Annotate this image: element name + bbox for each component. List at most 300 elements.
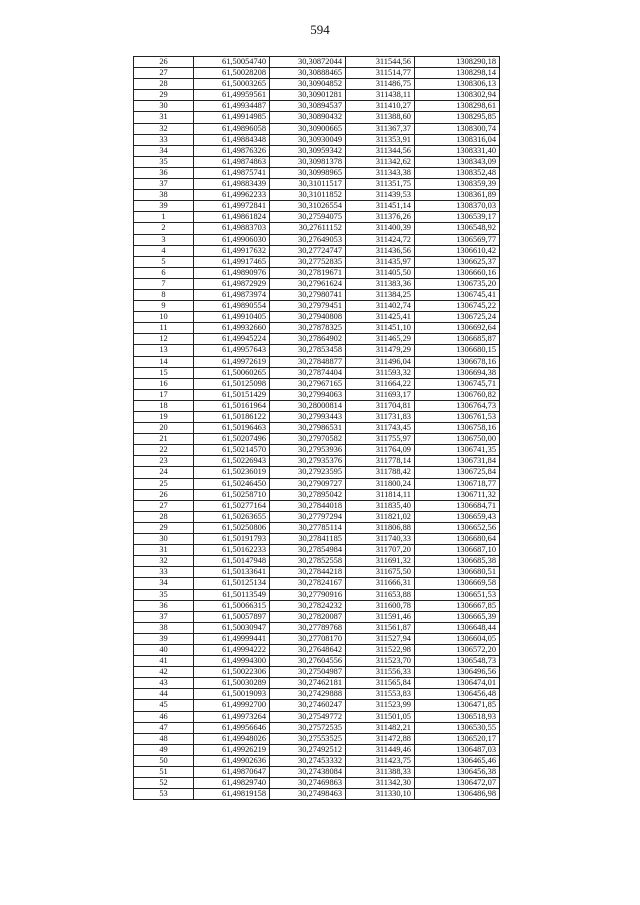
table-cell: 28 [134,79,194,90]
table-cell: 61,49896058 [194,123,270,134]
table-cell: 1306680,64 [415,534,500,545]
table-cell: 311342,30 [346,778,415,789]
table-cell: 21 [134,434,194,445]
table-row [134,767,500,778]
table-cell: 61,50263655 [194,511,270,522]
table-cell: 47 [134,722,194,733]
table-cell: 61,49890976 [194,267,270,278]
table-cell: 61,50250806 [194,522,270,533]
table-cell: 1306680,51 [415,567,500,578]
table-cell: 30,27819671 [270,267,346,278]
table-cell: 38 [134,190,194,201]
table-cell: 1306472,07 [415,778,500,789]
table-cell: 30,27874404 [270,367,346,378]
table-cell: 49 [134,744,194,755]
table-cell: 61,49873974 [194,289,270,300]
table-cell: 30,27649053 [270,234,346,245]
table-cell: 16 [134,378,194,389]
table-row [134,68,500,79]
table-cell: 30 [134,101,194,112]
table-cell: 1308295,85 [415,112,500,123]
table-cell: 30,27724747 [270,245,346,256]
table-row [134,622,500,633]
table-cell: 34 [134,578,194,589]
table-cell: 24 [134,467,194,478]
table-cell: 1306456,38 [415,767,500,778]
table-cell: 52 [134,778,194,789]
table-cell: 311821,02 [346,511,415,522]
table-cell: 30,27789768 [270,622,346,633]
table-cell: 61,50133641 [194,567,270,578]
table-cell: 30,30901281 [270,90,346,101]
table-cell: 4 [134,245,194,256]
table-cell: 311330,10 [346,789,415,800]
table-cell: 61,50246450 [194,478,270,489]
table-cell: 40 [134,644,194,655]
table-cell: 311707,20 [346,545,415,556]
table-cell: 311835,40 [346,500,415,511]
table-cell: 61,50147948 [194,556,270,567]
table-row [134,301,500,312]
table-cell: 30,27895042 [270,489,346,500]
table-cell: 30,27844218 [270,567,346,578]
table-cell: 311439,53 [346,190,415,201]
table-cell: 311565,84 [346,678,415,689]
table-cell: 25 [134,478,194,489]
table-cell: 311482,21 [346,722,415,733]
table-cell: 1308302,94 [415,90,500,101]
table-row [134,223,500,234]
table-row [134,423,500,434]
table-row [134,667,500,678]
table-cell: 23 [134,456,194,467]
table-cell: 61,49875741 [194,167,270,178]
table-cell: 30,30930049 [270,134,346,145]
table-cell: 61,49994300 [194,656,270,667]
table-row [134,611,500,622]
table-cell: 61,50125098 [194,378,270,389]
table-cell: 1308306,13 [415,79,500,90]
table-cell: 31 [134,545,194,556]
table-cell: 30,31011852 [270,190,346,201]
table-cell: 1306625,37 [415,256,500,267]
table-cell: 61,50003265 [194,79,270,90]
table-cell: 61,49957643 [194,345,270,356]
table-cell: 61,49874863 [194,156,270,167]
table-cell: 30,31011517 [270,179,346,190]
table-cell: 61,49890554 [194,301,270,312]
table-cell: 36 [134,167,194,178]
table-cell: 311479,29 [346,345,415,356]
table-cell: 34 [134,145,194,156]
table-cell: 30,27498463 [270,789,346,800]
table-cell: 30,30900665 [270,123,346,134]
table-cell: 30,27824232 [270,600,346,611]
table-cell: 1306678,16 [415,356,500,367]
table-cell: 311675,50 [346,567,415,578]
table-cell: 311522,98 [346,644,415,655]
table-row [134,57,500,68]
table-cell: 1306680,15 [415,345,500,356]
table-cell: 311740,33 [346,534,415,545]
table-cell: 61,50030289 [194,678,270,689]
table-cell: 61,50057897 [194,611,270,622]
table-row [134,578,500,589]
table-cell: 61,50060265 [194,367,270,378]
table-cell: 1306610,42 [415,245,500,256]
table-row [134,744,500,755]
table-cell: 30,27820087 [270,611,346,622]
table-cell: 11 [134,323,194,334]
table-row [134,167,500,178]
table-cell: 1308343,09 [415,156,500,167]
table-cell: 1306685,87 [415,334,500,345]
table-cell: 311384,25 [346,289,415,300]
table-cell: 30,27453332 [270,755,346,766]
table-row [134,633,500,644]
table-cell: 61,50186122 [194,412,270,423]
table-cell: 3 [134,234,194,245]
table-cell: 1306685,38 [415,556,500,567]
table-cell: 1308300,74 [415,123,500,134]
table-cell: 311591,46 [346,611,415,622]
table-row [134,500,500,511]
table-row [134,489,500,500]
table-cell: 1306569,77 [415,234,500,245]
table-cell: 1308316,04 [415,134,500,145]
table-cell: 1306684,71 [415,500,500,511]
table-row [134,334,500,345]
table-row [134,112,500,123]
table-cell: 311556,33 [346,667,415,678]
table-cell: 1306539,17 [415,212,500,223]
table-cell: 311653,88 [346,589,415,600]
table-row [134,179,500,190]
table-cell: 311351,75 [346,179,415,190]
table-cell: 30,27953936 [270,445,346,456]
table-cell: 61,49870647 [194,767,270,778]
table-cell: 61,49956646 [194,722,270,733]
table-cell: 30,27611152 [270,223,346,234]
table-row [134,356,500,367]
table-cell: 1306496,56 [415,667,500,678]
table-cell: 61,49972619 [194,356,270,367]
table-cell: 46 [134,711,194,722]
table-cell: 61,49883439 [194,179,270,190]
table-cell: 43 [134,678,194,689]
table-cell: 61,50125134 [194,578,270,589]
table-cell: 311800,24 [346,478,415,489]
table-cell: 26 [134,489,194,500]
table-cell: 311410,27 [346,101,415,112]
table-row [134,278,500,289]
table-cell: 41 [134,656,194,667]
table-row [134,101,500,112]
table-cell: 30,30890432 [270,112,346,123]
table-cell: 30,27993443 [270,412,346,423]
table-row [134,678,500,689]
table-cell: 61,49932660 [194,323,270,334]
table-cell: 30,27708170 [270,633,346,644]
table-cell: 311486,75 [346,79,415,90]
table-cell: 61,49994222 [194,644,270,655]
table-cell: 30,27438084 [270,767,346,778]
table-cell: 30,27648642 [270,644,346,655]
table-cell: 1306745,71 [415,378,500,389]
table-cell: 61,49948026 [194,733,270,744]
table-cell: 61,50196463 [194,423,270,434]
table-row [134,234,500,245]
table-row [134,522,500,533]
table-row [134,79,500,90]
table-cell: 311600,78 [346,600,415,611]
table-cell: 61,50019093 [194,689,270,700]
table-cell: 61,49972841 [194,201,270,212]
table-cell: 311388,33 [346,767,415,778]
table-cell: 61,50066315 [194,600,270,611]
table-cell: 30,27864902 [270,334,346,345]
table-cell: 30,27790916 [270,589,346,600]
table-cell: 311472,88 [346,733,415,744]
table-row [134,445,500,456]
table-row [134,156,500,167]
table-cell: 61,50226943 [194,456,270,467]
table-cell: 1306760,82 [415,389,500,400]
table-cell: 30,27504987 [270,667,346,678]
table-cell: 1306548,92 [415,223,500,234]
table-cell: 1306669,58 [415,578,500,589]
table-cell: 311376,26 [346,212,415,223]
table-cell: 1306694,38 [415,367,500,378]
table-cell: 61,49934487 [194,101,270,112]
table-cell: 30,27961624 [270,278,346,289]
table-cell: 61,50113549 [194,589,270,600]
table-cell: 30,31026554 [270,201,346,212]
table-row [134,134,500,145]
table-cell: 30,27878325 [270,323,346,334]
table-cell: 1306652,56 [415,522,500,533]
table-cell: 61,49962233 [194,190,270,201]
table-cell: 61,50258710 [194,489,270,500]
table-cell: 30,27979451 [270,301,346,312]
table-cell: 311743,45 [346,423,415,434]
table-cell: 30,30872044 [270,57,346,68]
table-cell: 12 [134,334,194,345]
table-cell: 27 [134,500,194,511]
table-row [134,245,500,256]
table-cell: 31 [134,112,194,123]
table-cell: 61,50161964 [194,400,270,411]
table-cell: 311344,56 [346,145,415,156]
table-cell: 30,27553525 [270,733,346,744]
table-cell: 14 [134,356,194,367]
table-cell: 1306764,73 [415,400,500,411]
table-row [134,567,500,578]
table-cell: 30,30981378 [270,156,346,167]
table-cell: 30,30888465 [270,68,346,79]
table-cell: 30,27994063 [270,389,346,400]
table-row [134,323,500,334]
table-cell: 311435,97 [346,256,415,267]
table-cell: 1306660,16 [415,267,500,278]
table-cell: 311501,05 [346,711,415,722]
table-cell: 1306665,39 [415,611,500,622]
table-cell: 61,50236019 [194,467,270,478]
table-row [134,711,500,722]
table-row [134,556,500,567]
table-cell: 51 [134,767,194,778]
table-row [134,656,500,667]
table-cell: 37 [134,611,194,622]
table-row [134,256,500,267]
table-cell: 311523,99 [346,700,415,711]
table-cell: 27 [134,68,194,79]
table-row [134,600,500,611]
table-cell: 61,49999441 [194,633,270,644]
table-cell: 1306741,35 [415,445,500,456]
table-row [134,400,500,411]
table-cell: 30,30894537 [270,101,346,112]
table-cell: 311527,94 [346,633,415,644]
table-cell: 30,27469863 [270,778,346,789]
table-cell: 61,49910405 [194,312,270,323]
table-cell: 61,50022306 [194,667,270,678]
table-cell: 311449,46 [346,744,415,755]
table-cell: 30,27462181 [270,678,346,689]
table-cell: 7 [134,278,194,289]
table-cell: 1306487,03 [415,744,500,755]
table-cell: 30,27970582 [270,434,346,445]
table-cell: 61,49884348 [194,134,270,145]
table-cell: 311755,97 [346,434,415,445]
table-row [134,289,500,300]
table-cell: 61,49914985 [194,112,270,123]
table-cell: 311788,42 [346,467,415,478]
table-cell: 311664,22 [346,378,415,389]
table-cell: 1306750,00 [415,434,500,445]
table-cell: 30,30959342 [270,145,346,156]
table-cell: 61,49917632 [194,245,270,256]
table-cell: 1306745,22 [415,301,500,312]
table-cell: 61,49992700 [194,700,270,711]
table-cell: 22 [134,445,194,456]
table-cell: 1306761,53 [415,412,500,423]
table-row [134,412,500,423]
table-cell: 53 [134,789,194,800]
table-cell: 19 [134,412,194,423]
table-cell: 1306735,20 [415,278,500,289]
table-cell: 30,30998965 [270,167,346,178]
table-row [134,467,500,478]
table-row [134,212,500,223]
table-cell: 28 [134,511,194,522]
table-cell: 1306486,98 [415,789,500,800]
table-row [134,755,500,766]
table-cell: 36 [134,600,194,611]
table-cell: 1306745,41 [415,289,500,300]
table-cell: 30,27604556 [270,656,346,667]
table-cell: 311367,37 [346,123,415,134]
table-cell: 15 [134,367,194,378]
table-cell: 311814,11 [346,489,415,500]
table-row [134,345,500,356]
table-cell: 30,27980741 [270,289,346,300]
table-cell: 61,49861824 [194,212,270,223]
table-cell: 61,49872929 [194,278,270,289]
table-cell: 311425,41 [346,312,415,323]
table-cell: 50 [134,755,194,766]
table-row [134,434,500,445]
table-cell: 30,27841185 [270,534,346,545]
table-cell: 61,49876326 [194,145,270,156]
table-cell: 30,27848877 [270,356,346,367]
table-cell: 311353,91 [346,134,415,145]
table-cell: 311451,14 [346,201,415,212]
table-cell: 311388,60 [346,112,415,123]
table-cell: 311806,88 [346,522,415,533]
table-cell: 311691,32 [346,556,415,567]
table-cell: 30,27935376 [270,456,346,467]
table-cell: 311764,09 [346,445,415,456]
table-cell: 1306518,93 [415,711,500,722]
table-cell: 1306465,46 [415,755,500,766]
page-number: 594 [310,22,330,37]
table-row [134,201,500,212]
table-cell: 30,27824167 [270,578,346,589]
table-cell: 61,49945224 [194,334,270,345]
table-cell: 32 [134,123,194,134]
table-cell: 61,50277164 [194,500,270,511]
table-cell: 1 [134,212,194,223]
table-cell: 311514,77 [346,68,415,79]
table-cell: 311342,62 [346,156,415,167]
table-cell: 10 [134,312,194,323]
table-cell: 1306471,85 [415,700,500,711]
table-cell: 30,27854984 [270,545,346,556]
table-cell: 311731,83 [346,412,415,423]
table-cell: 311553,83 [346,689,415,700]
table-cell: 29 [134,90,194,101]
table-cell: 30,27594075 [270,212,346,223]
table-cell: 1308298,61 [415,101,500,112]
table-cell: 61,50028208 [194,68,270,79]
table-cell: 26 [134,57,194,68]
table-row [134,312,500,323]
table-cell: 311402,74 [346,301,415,312]
table-cell: 30,30904852 [270,79,346,90]
coordinates-table-body [134,57,500,800]
table-cell: 38 [134,622,194,633]
table-cell: 311593,32 [346,367,415,378]
table-cell: 61,49926219 [194,744,270,755]
table-cell: 33 [134,567,194,578]
table-cell: 33 [134,134,194,145]
table-cell: 2 [134,223,194,234]
table-row [134,511,500,522]
coordinates-table [133,56,500,800]
table-cell: 61,49829740 [194,778,270,789]
table-cell: 17 [134,389,194,400]
table-cell: 311438,11 [346,90,415,101]
table-row [134,90,500,101]
table-cell: 311704,81 [346,400,415,411]
table-cell: 45 [134,700,194,711]
table-cell: 30,27923595 [270,467,346,478]
table-cell: 30,27853458 [270,345,346,356]
table-cell: 1306711,32 [415,489,500,500]
table-row [134,456,500,467]
table-row [134,589,500,600]
